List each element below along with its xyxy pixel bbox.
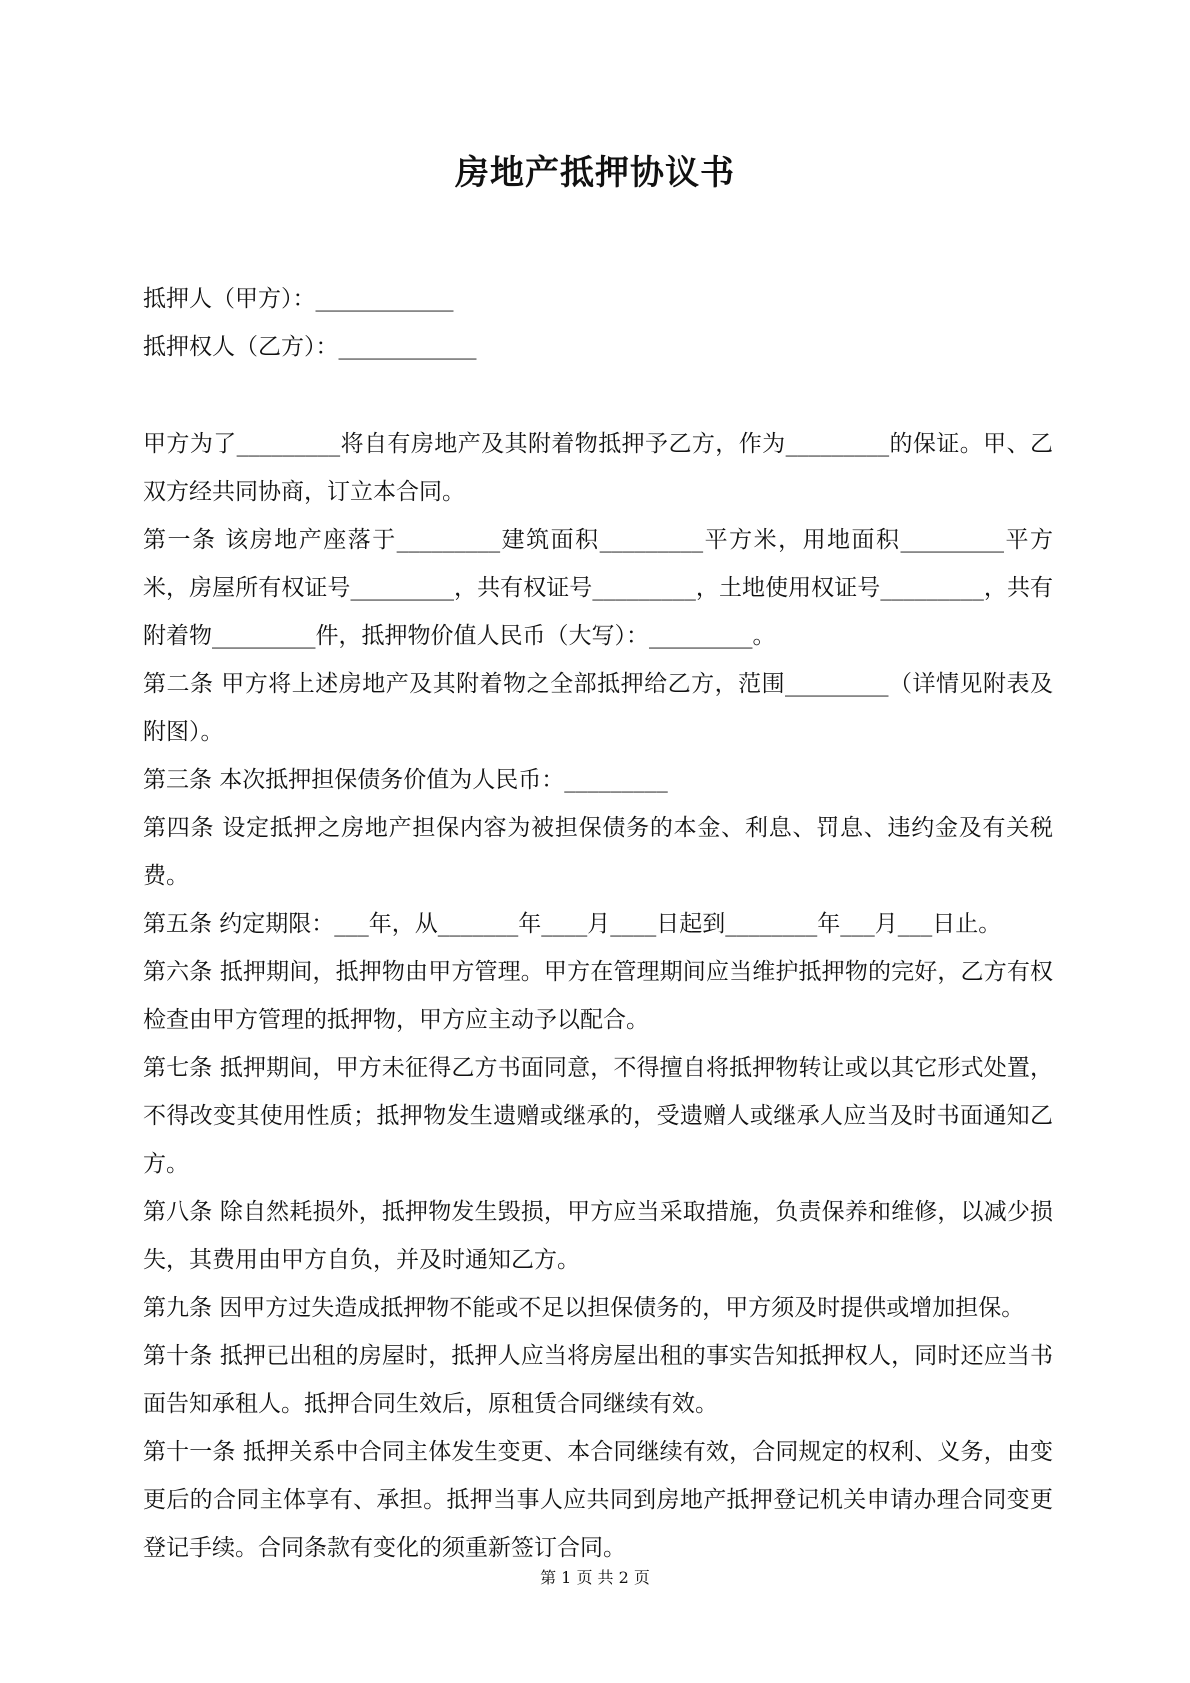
article-3: 第三条 本次抵押担保债务价值为人民币：_________ (143, 767, 668, 793)
article-1: 第一条 该房地产座落于_________建筑面积_________平方米，用地面积_________平方米，房屋所有权证号_________，共有权证号_________，土地使用权证号_________，共有附着物_________件，抵押物价值人民币（大写）：_________。 (143, 527, 1053, 649)
article-11: 第十一条 抵押关系中合同主体发生变更、本合同继续有效，合同规定的权利、义务，由变更后的合同主体享有、承担。抵押当事人应共同到房地产抵押登记机关申请办理合同变更登记手续。合同条款有变化的须重新签订合同。 (143, 1439, 1053, 1561)
document-title: 房地产抵押协议书 (455, 153, 735, 193)
page-number-footer: 第 1 页 共 2 页 (540, 1568, 650, 1587)
preamble-paragraph: 甲方为了_________将自有房地产及其附着物抵押予乙方，作为_________的保证。甲、乙双方经共同协商，订立本合同。 (143, 431, 1053, 505)
article-2: 第二条 甲方将上述房地产及其附着物之全部抵押给乙方，范围_________（详情见附表及附图）。 (143, 671, 1053, 745)
contract-body (143, 420, 1053, 1572)
mortgagor-line: 抵押人（甲方）：____________ (143, 286, 454, 312)
article-6: 第六条 抵押期间，抵押物由甲方管理。甲方在管理期间应当维护抵押物的完好，乙方有权检查由甲方管理的抵押物，甲方应主动予以配合。 (143, 959, 1053, 1033)
mortgagee-line: 抵押权人（乙方）：____________ (143, 334, 477, 360)
article-8: 第八条 除自然耗损外，抵押物发生毁损，甲方应当采取措施，负责保养和维修，以减少损失，其费用由甲方自负，并及时通知乙方。 (143, 1199, 1053, 1273)
article-7: 第七条 抵押期间，甲方未征得乙方书面同意，不得擅自将抵押物转让或以其它形式处置，不得改变其使用性质；抵押物发生遗赠或继承的，受遗赠人或继承人应当及时书面通知乙方。 (143, 1055, 1053, 1177)
article-9: 第九条 因甲方过失造成抵押物不能或不足以担保债务的，甲方须及时提供或增加担保。 (143, 1295, 1025, 1321)
article-5: 第五条 约定期限：___年，从_______年____月____日起到________年___月___日止。 (143, 911, 1002, 937)
article-10: 第十条 抵押已出租的房屋时，抵押人应当将房屋出租的事实告知抵押权人，同时还应当书面告知承租人。抵押合同生效后，原租赁合同继续有效。 (143, 1343, 1053, 1417)
article-4: 第四条 设定抵押之房地产担保内容为被担保债务的本金、利息、罚息、违约金及有关税费。 (143, 815, 1053, 889)
